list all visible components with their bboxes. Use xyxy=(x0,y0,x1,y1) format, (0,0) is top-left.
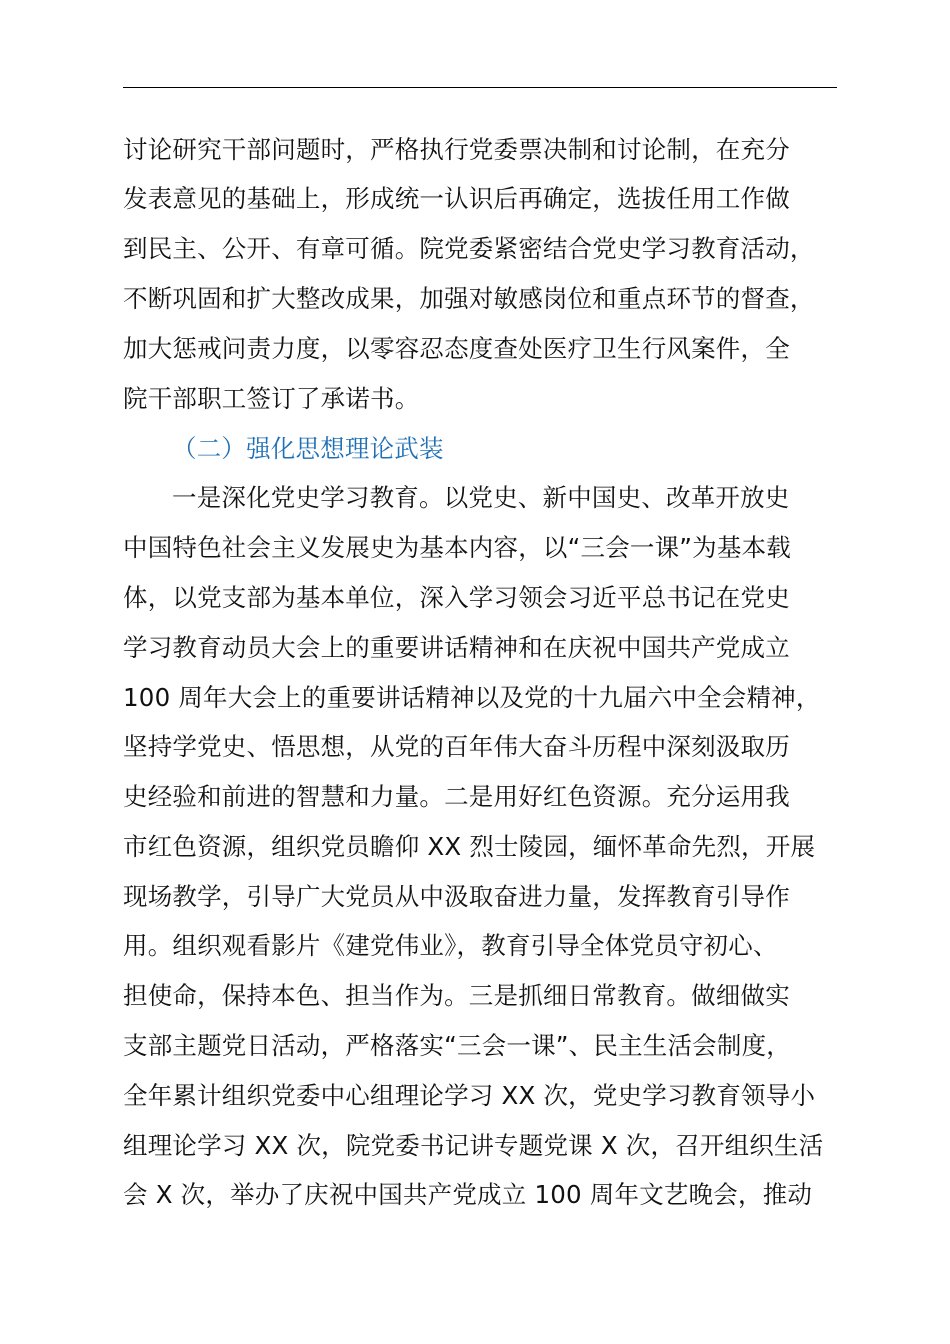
text-line: 学习教育动员大会上的重要讲话精神和在庆祝中国共产党成立 xyxy=(123,633,790,662)
text-line: 组理论学习 XX 次，院党委书记讲专题党课 X 次，召开组织生活 xyxy=(123,1131,824,1160)
text-line: 现场教学，引导广大党员从中汲取奋进力量，发挥教育引导作 xyxy=(123,882,790,911)
section-heading: （二）强化思想理论武装 xyxy=(172,434,444,463)
text-line: 讨论研究干部问题时，严格执行党委票决制和讨论制，在充分 xyxy=(123,135,790,164)
text-line: 全年累计组织党委中心组理论学习 XX 次，党史学习教育领导小 xyxy=(123,1081,816,1110)
text-line: 担使命，保持本色、担当作为。三是抓细日常教育。做细做实 xyxy=(123,981,790,1010)
header-rule xyxy=(123,87,837,88)
text-line: 不断巩固和扩大整改成果，加强对敏感岗位和重点环节的督查， xyxy=(123,284,815,313)
text-line: 市红色资源，组织党员瞻仰 XX 烈士陵园，缅怀革命先烈，开展 xyxy=(123,832,816,861)
text-line: 会 X 次，举办了庆祝中国共产党成立 100 周年文艺晚会，推动 xyxy=(123,1180,813,1209)
text-line: 一是深化党史学习教育。以党史、新中国史、改革开放史 xyxy=(172,483,790,512)
text-line: 用。组织观看影片《建党伟业》，教育引导全体党员守初心、 xyxy=(123,931,778,960)
text-line: 支部主题党日活动，严格落实“三会一课”、民主生活会制度， xyxy=(123,1031,791,1060)
text-line: 100 周年大会上的重要讲话精神以及党的十九届六中全会精神， xyxy=(123,683,821,712)
text-line: 坚持学党史、悟思想，从党的百年伟大奋斗历程中深刻汲取历 xyxy=(123,732,790,761)
text-line: 加大惩戒问责力度，以零容忍态度查处医疗卫生行风案件，全 xyxy=(123,334,790,363)
text-line: 史经验和前进的智慧和力量。二是用好红色资源。充分运用我 xyxy=(123,782,790,811)
text-line: 院干部职工签订了承诺书。 xyxy=(123,384,420,413)
text-line: 中国特色社会主义发展史为基本内容，以“三会一课”为基本载 xyxy=(123,533,791,562)
text-line: 体，以党支部为基本单位，深入学习领会习近平总书记在党史 xyxy=(123,583,790,612)
text-line: 发表意见的基础上，形成统一认识后再确定，选拔任用工作做 xyxy=(123,184,790,213)
text-line: 到民主、公开、有章可循。院党委紧密结合党史学习教育活动， xyxy=(123,234,815,263)
